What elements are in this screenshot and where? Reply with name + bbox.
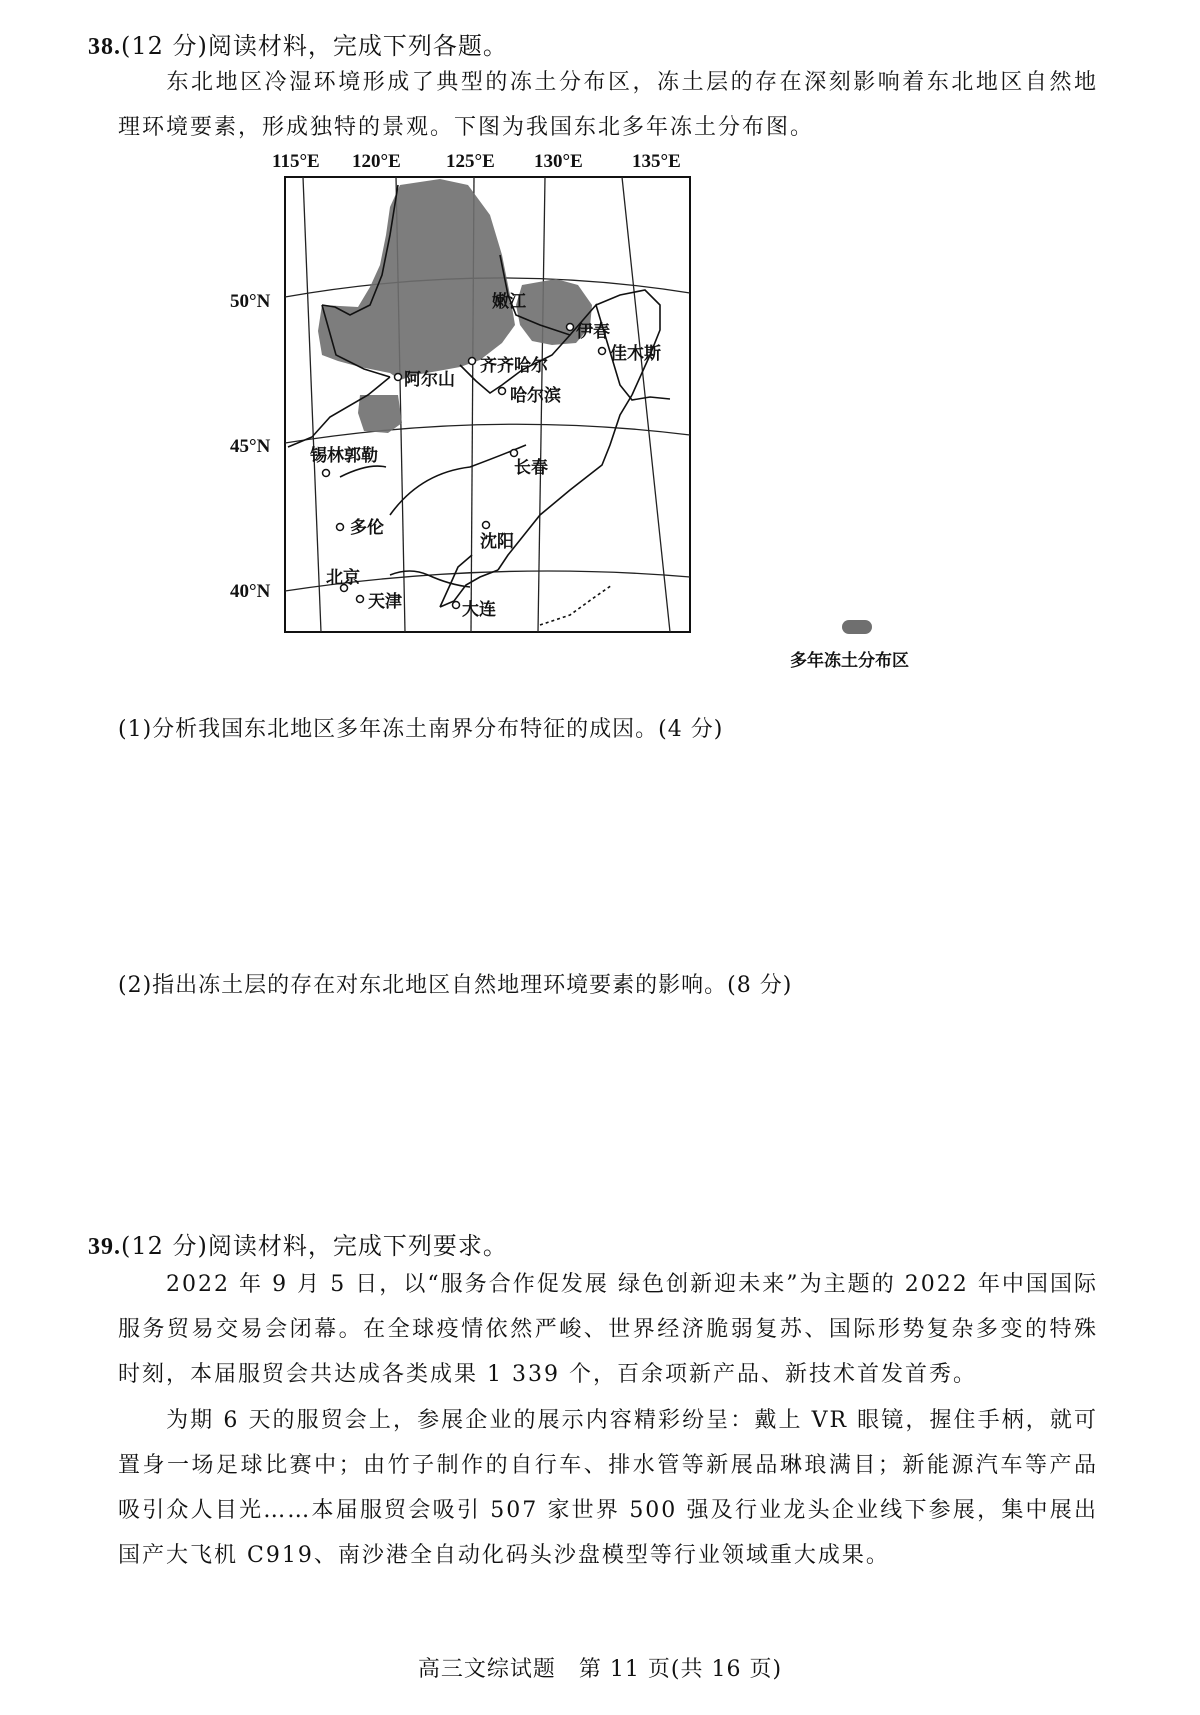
lat-label-50: 50°N xyxy=(230,291,271,312)
label-duolun: 多伦 xyxy=(350,518,384,538)
label-yichun: 伊春 xyxy=(576,322,610,342)
question-38-part-1: (1)分析我国东北地区多年冻土南界分布特征的成因。(4 分) xyxy=(118,717,724,742)
question-38-intro xyxy=(118,60,1098,150)
paragraph-text: 为期 6 天的服贸会上，参展企业的展示内容精彩纷呈：戴上 VR 眼镜，握住手柄，就可置身一场足球比赛中；由竹子制作的自行车、排水管等新展品琳琅满目；新能源汽车等产品吸引众人目光……本届服贸会吸引 507 家世界 500 强及行业龙头企业线下参展，集中展出国产大飞机 C919、南沙港全自动化码头沙盘模型等行业领域重大成果。 xyxy=(118,1408,1098,1568)
question-39-header xyxy=(88,1226,508,1261)
permafrost-zone-north xyxy=(318,179,515,380)
intro-text: 东北地区冷湿环境形成了典型的冻土分布区，冻土层的存在深刻影响着东北地区自然地理环境要素，形成独特的景观。下图为我国东北多年冻土分布图。 xyxy=(118,70,1098,140)
lon-label-115: 115°E xyxy=(272,151,320,172)
map-legend xyxy=(790,620,960,680)
lon-label-135: 135°E xyxy=(632,151,681,172)
city-dot-changchun xyxy=(511,450,518,457)
city-dot-yichun xyxy=(567,324,574,331)
legend-swatch-permafrost xyxy=(842,620,872,634)
label-dalian: 大连 xyxy=(462,600,496,620)
label-tianjin: 天津 xyxy=(368,592,402,612)
legend-label: 多年冻土分布区 xyxy=(790,651,909,671)
question-38-part-2: (2)指出冻土层的存在对东北地区自然地理环境要素的影响。(8 分) xyxy=(118,973,793,998)
city-dot-duolun xyxy=(337,524,344,531)
city-dot-harbin xyxy=(499,388,506,395)
city-dot-jiamusi xyxy=(599,348,606,355)
city-dot-dalian xyxy=(453,602,460,609)
question-instruction: (12 分)阅读材料，完成下列要求。 xyxy=(121,1232,508,1260)
label-changchun: 长春 xyxy=(514,458,548,478)
label-nenjiang: 嫩江 xyxy=(492,292,526,312)
question-38-header xyxy=(88,26,508,61)
label-aershan: 阿尔山 xyxy=(404,370,455,390)
label-jiamusi: 佳木斯 xyxy=(610,344,661,364)
lat-label-40: 40°N xyxy=(230,581,271,602)
page-footer: 高三文综试题 第 11 页(共 16 页) xyxy=(417,1657,783,1682)
lon-label-130: 130°E xyxy=(534,151,583,172)
lat-label-45: 45°N xyxy=(230,436,271,457)
question-number: 38. xyxy=(88,34,121,60)
paragraph-text: 2022 年 9 月 5 日，以“服务合作促发展 绿色创新迎未来”为主题的 2022 年中国国际服务贸易交易会闭幕。在全球疫情依然严峻、世界经济脆弱复苏、国际形势复杂多变的特殊时刻，本届服贸会共达成各类成果 1 339 个，百余项新产品、新技术首发首秀。 xyxy=(118,1272,1098,1387)
label-xilinhot: 锡林郭勒 xyxy=(310,446,378,466)
label-shenyang: 沈阳 xyxy=(480,532,514,552)
label-beijing: 北京 xyxy=(326,568,360,588)
city-dot-aershan xyxy=(395,374,402,381)
question-39-paragraph-1 xyxy=(118,1262,1098,1397)
city-dot-shenyang xyxy=(483,522,490,529)
map-svg xyxy=(230,151,760,700)
permafrost-map xyxy=(230,151,760,700)
city-dot-xilinhot xyxy=(323,470,330,477)
lon-label-125: 125°E xyxy=(446,151,495,172)
question-number: 39. xyxy=(88,1234,121,1260)
permafrost-zone-south xyxy=(358,395,402,433)
dashed-border xyxy=(540,585,612,625)
question-instruction: (12 分)阅读材料，完成下列各题。 xyxy=(121,32,508,60)
label-qiqihar: 齐齐哈尔 xyxy=(480,356,548,376)
city-dot-qiqihar xyxy=(469,358,476,365)
label-harbin: 哈尔滨 xyxy=(510,386,561,406)
lon-label-120: 120°E xyxy=(352,151,401,172)
question-39-paragraph-2 xyxy=(118,1398,1098,1578)
city-dot-tianjin xyxy=(357,596,364,603)
